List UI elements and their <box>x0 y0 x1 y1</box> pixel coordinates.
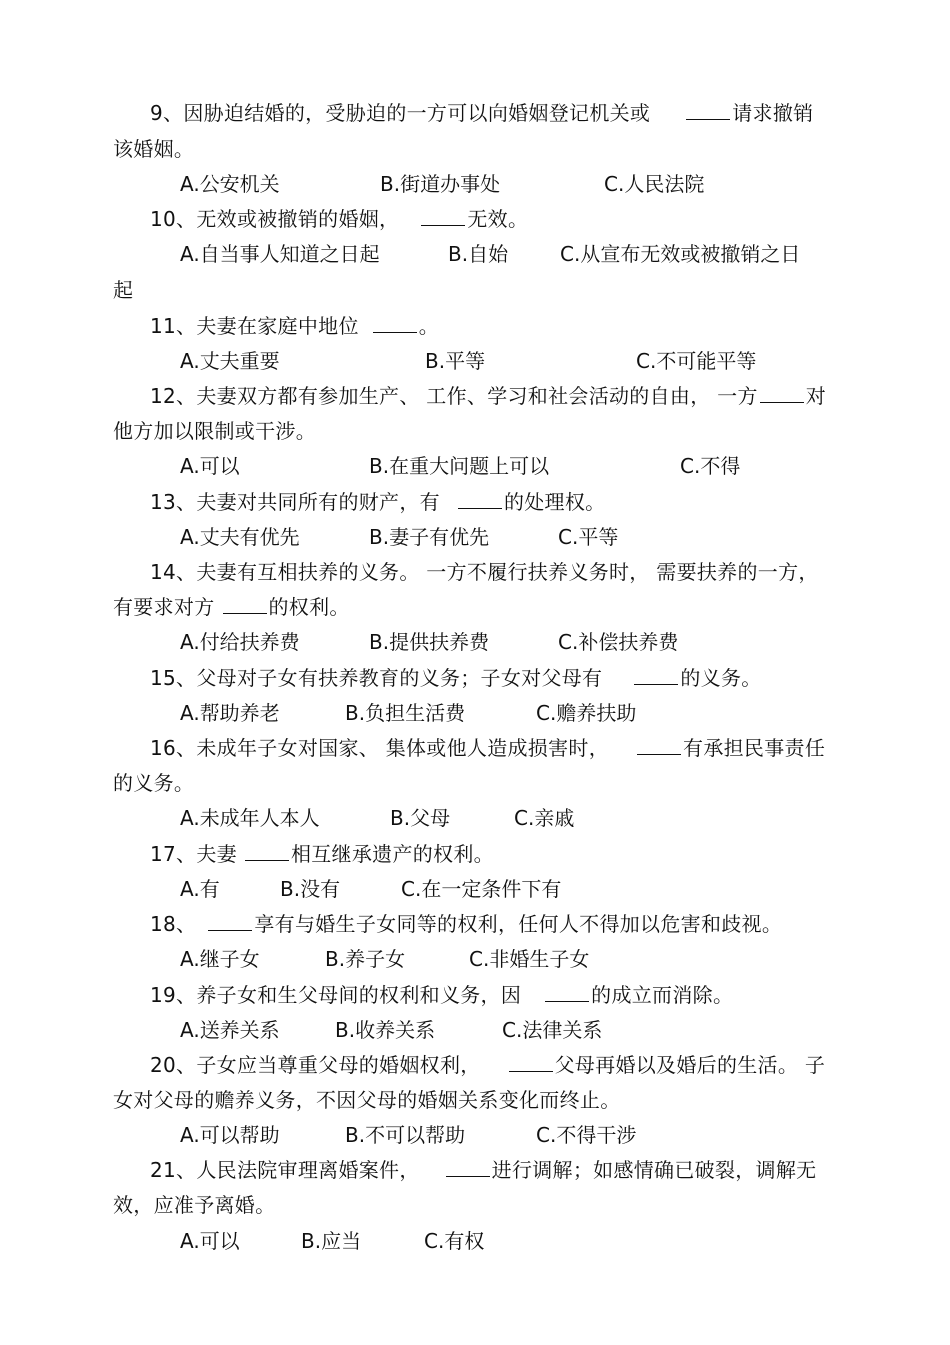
option-b: B.没有 <box>280 877 341 901</box>
question-stem <box>150 101 813 125</box>
stem-text: 12、夫妻双方都有参加生产、 工作、学习和社会活动的自由， 一方 <box>150 384 758 408</box>
stem-text: 的成立而消除。 <box>591 983 734 1007</box>
answer-blank <box>545 983 589 1002</box>
option-a: A.公安机关 <box>180 172 280 196</box>
answer-blank <box>458 490 502 509</box>
stem-text: 19、养子女和生父母间的权利和义务，因 <box>150 983 522 1007</box>
answer-blank <box>208 912 252 931</box>
option-a: A.继子女 <box>180 947 260 971</box>
option-b: B.父母 <box>390 806 451 830</box>
option-a: A.帮助养老 <box>180 701 280 725</box>
option-b: B.应当 <box>301 1229 362 1253</box>
option-c: C.亲戚 <box>514 806 575 830</box>
option-b: B.妻子有优先 <box>369 525 490 549</box>
option-c: C.补偿扶养费 <box>558 630 679 654</box>
option-b: B.负担生活费 <box>345 701 466 725</box>
stem-text: 进行调解；如感情确已破裂，调解无 <box>491 1158 817 1182</box>
answer-blank <box>634 666 678 685</box>
stem-text: 9、因胁迫结婚的，受胁迫的一方可以向婚姻登记机关或 <box>150 101 651 125</box>
stem-text: 。 <box>418 314 440 338</box>
option-a: A.丈夫重要 <box>180 349 280 373</box>
option-c: C.不得 <box>680 454 741 478</box>
option-c: C.赡养扶助 <box>536 701 637 725</box>
question-stem <box>150 1053 825 1077</box>
stem-text: 的处理权。 <box>503 490 606 514</box>
option-a: A.自当事人知道之日起 <box>180 242 380 266</box>
stem-text: 18、 <box>150 912 197 936</box>
question-stem <box>150 207 528 231</box>
option-b: B.自始 <box>448 242 509 266</box>
stem-text: 15、父母对子女有扶养教育的义务；子女对父母有 <box>150 666 603 690</box>
option-a: A.可以 <box>180 454 240 478</box>
option-a: A.有 <box>180 877 220 901</box>
question-stem <box>150 842 494 866</box>
stem-text: 21、人民法院审理离婚案件， <box>150 1158 420 1182</box>
option-a: A.可以帮助 <box>180 1123 280 1147</box>
stem-text: 有要求对方 <box>113 595 215 619</box>
stem-text: 的义务。 <box>680 666 762 690</box>
option-c: C.平等 <box>558 525 619 549</box>
option-b: B.不可以帮助 <box>345 1123 466 1147</box>
question-stem: 14、夫妻有互相扶养的义务。 一方不履行扶养义务时， 需要扶养的一方， <box>150 560 819 584</box>
question-continuation <box>113 595 350 619</box>
answer-blank <box>686 101 730 120</box>
question-stem <box>150 314 439 338</box>
option-b: B.平等 <box>425 349 486 373</box>
stem-text: 13、夫妻对共同所有的财产，有 <box>150 490 440 514</box>
option-b: B.街道办事处 <box>380 172 501 196</box>
stem-text: 对 <box>805 384 827 408</box>
answer-blank <box>446 1158 490 1177</box>
question-continuation: 的义务。 <box>113 771 195 795</box>
stem-text: 11、夫妻在家庭中地位 <box>150 314 359 338</box>
option-a: A.送养关系 <box>180 1018 280 1042</box>
option-a: A.可以 <box>180 1229 240 1253</box>
answer-blank <box>509 1053 553 1072</box>
answer-blank <box>245 842 289 861</box>
option-a: A.丈夫有优先 <box>180 525 300 549</box>
stem-text: 享有与婚生子女同等的权利，任何人不得加以危害和歧视。 <box>254 912 783 936</box>
option-c: C.人民法院 <box>604 172 705 196</box>
question-stem <box>150 384 826 408</box>
answer-blank <box>637 736 681 755</box>
option-c: C.从宣布无效或被撤销之日 <box>560 242 801 266</box>
question-stem <box>150 666 762 690</box>
stem-text: 无效。 <box>467 207 529 231</box>
stem-text: 20、子女应当尊重父母的婚姻权利， <box>150 1053 481 1077</box>
question-continuation: 起 <box>113 278 134 302</box>
question-continuation: 他方加以限制或干涉。 <box>113 419 316 443</box>
question-stem <box>150 1158 816 1182</box>
question-continuation: 女对父母的赡养义务，不因父母的婚姻关系变化而终止。 <box>113 1088 621 1112</box>
answer-blank <box>373 314 417 333</box>
question-stem <box>150 490 605 514</box>
question-continuation: 效，应准予离婚。 <box>113 1193 276 1217</box>
option-c: C.在一定条件下有 <box>401 877 562 901</box>
stem-text: 10、无效或被撤销的婚姻， <box>150 207 400 231</box>
question-stem <box>150 736 825 760</box>
option-a: A.未成年人本人 <box>180 806 320 830</box>
stem-text: 16、未成年子女对国家、 集体或他人造成损害时， <box>150 736 610 760</box>
stem-text: 有承担民事责任 <box>683 736 826 760</box>
option-b: B.在重大问题上可以 <box>369 454 550 478</box>
stem-text: 17、夫妻 <box>150 842 237 866</box>
option-c: C.非婚生子女 <box>469 947 590 971</box>
option-a: A.付给扶养费 <box>180 630 300 654</box>
question-continuation: 该婚姻。 <box>113 137 195 161</box>
option-b: B.提供扶养费 <box>369 630 490 654</box>
stem-text: 相互继承遗产的权利。 <box>290 842 494 866</box>
option-c: C.不得干涉 <box>536 1123 637 1147</box>
stem-text: 的权利。 <box>268 595 350 619</box>
answer-blank <box>760 384 804 403</box>
option-b: B.收养关系 <box>335 1018 436 1042</box>
option-c: C.不可能平等 <box>636 349 757 373</box>
answer-blank <box>223 595 267 614</box>
stem-text: 请求撤销 <box>732 101 814 125</box>
question-stem <box>150 983 733 1007</box>
option-c: C.有权 <box>424 1229 485 1253</box>
question-stem <box>150 912 782 936</box>
option-b: B.养子女 <box>325 947 406 971</box>
answer-blank <box>421 207 465 226</box>
option-c: C.法律关系 <box>502 1018 603 1042</box>
stem-text: 父母再婚以及婚后的生活。 子 <box>554 1053 826 1077</box>
